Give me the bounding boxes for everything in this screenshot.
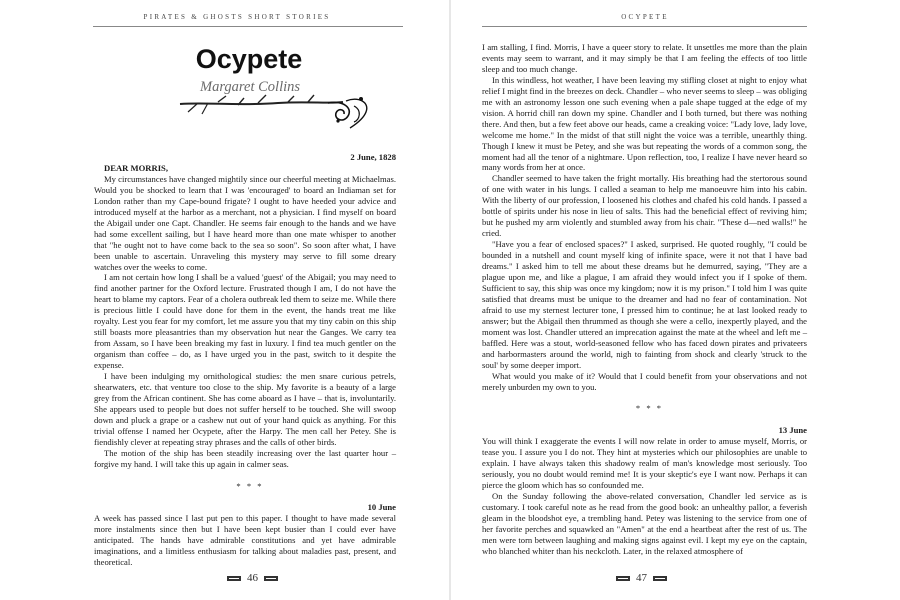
folio-ornament-icon — [616, 575, 630, 582]
flourish-ornament-icon — [178, 90, 378, 130]
folio-ornament-icon — [227, 575, 241, 582]
folio-ornament-icon — [264, 575, 278, 582]
paragraph: In this windless, hot weather, I have been leaving my stifling closet at night to enjoy what relief I might find in the breezes on deck. Chandler – who never seems to sleep – was obliging me with an astronomy lesson one such evening when a pale shape tugged at the edge of my vision. A horrid chill ran down my spine. Chandler and I both turned, but there was nothing there. And then, but a few feet above our heads, came a creaking voice: "Lady love, lady love, welcome me home." In the midst of that still night the voice was a terrible, unearthly thing. Though I knew it must be Petey, and she was but repeating the words of a common song, the moment had all the tenor of a nightmare. Upon reflection, too, I realize I have never heard so many words from her at once. — [482, 74, 807, 173]
paragraph: I am stalling, I find. Morris, I have a queer story to relate. It unsettles me more than the plain events may seem to warrant, and it may simply be that I am feeling the effects of too little sleep and too much change. — [482, 42, 807, 74]
paragraph: My circumstances have changed mightily since our cheerful meeting at Michaelmas. Would you be shocked to learn that I was 'encouraged' to board an Indiaman set for London rather than my Cape-bound frigate? I ought to have heeded your advice and introduced myself at the harbor as a merchant, not a physician. I find myself on board the Abigail under one Capt. Chandler. He seems fair enough to the hands and we have had some excellent sailing, but I have heard more than one mate whisper to another that "he ought not to have come back to the sea so soon". So soon after what, I have been unable to ascertain. Unraveling this mystery may serve to fill some dreary watches over the weeks to come. — [94, 173, 396, 272]
paragraph: I have been indulging my ornithological studies: the men snare curious petrels, shearwaters, etc. that venture too close to the ship. My favorite is a beauty of a large grey from the African continent. She has come aboard as I have – that is, involuntarily. She appears used to people but does not suffer herself to be touched. She will swoop down and pluck a grape or a cashew nut out of your hand quick as anything. For this trivial offense I named her Ocypete, after the Harpy. The men call her Petey. She is fiendishly clever at repeating stray phrases and the calls of other birds. — [94, 371, 396, 447]
header-rule-left — [93, 26, 403, 27]
left-text-column — [94, 152, 396, 568]
paragraph: You will think I exaggerate the events I will now relate in order to amuse myself, Morris, or tease you. I assure you I do not. They hint at mysteries which our philosophies are unable to explain. I have always taken this shadowy realm of man's knowledge most seriously. Too seriously, you no doubt would remind me! It is your skeptic's eye I want now. Perhaps it can pierce the gloom which has so confounded me. — [482, 436, 807, 491]
running-header-left: PIRATES & GHOSTS SHORT STORIES — [143, 13, 331, 21]
paragraph: On the Sunday following the above-related conversation, Chandler led service as is customary. I took careful note as he read from the good book: an unhealthy pallor, a feverish gleam in the bloodshot eye, a trembling hand. Petey was listening to the service from one of her favorite perches and squawked an "Amen" at the end a heartbeat after the rest of us. The men were torn between laughing and making signs against evil. I kept my eye on the captain, who blanched whiter than his neckcloth. Later, in the relaxed atmosphere of — [482, 491, 807, 556]
paragraph: Chandler seemed to have taken the fright mortally. His breathing had the stertorous sound of one with water in his lungs. I called a seaman to help me manoeuvre him into his cabin. With the liberty of our profession, I loosened his clothes and chafed his cold hands. I passed a bottle of spirits under his nose in lieu of salts. This had the beneficial effect of reviving him; but he pushed my arm violently and stumbled away from his chair. "These d—ned walls!" he cried. — [482, 173, 807, 239]
dateline: 13 June — [778, 425, 807, 436]
story-author: Margaret Collins — [200, 79, 301, 95]
page-number-left — [227, 572, 278, 584]
paragraph: "Have you a fear of enclosed spaces?" I asked, surprised. He quoted roughly, "I could be bounded in a nutshell and count myself king of infinite space, were it not that I have bad dreams." I asked him to tell me about these dreams but he demurred, saying, "They are a plague upon me, and like a plague, I am afraid they would infect you if I spoke of them. Sufficient to say, this ship was once my kingdom; now it is my prison." I told him I was quite satisfied that dreams must be unique to the dreamer and had no fear of contamination. Not afraid to use my sternest lecturer tone, I pressed him to continue; he at last looked ready to answer; but the Abigail then thrummed as though she were a cello, inexpertly played, and the moment was lost. Chandler uttered an imprecation against the mate at the wheel and left me – baffled. Here was a stout, world-seasoned fellow who has faced down pirates and privateers and harbormasters around the world, nigh to fainting from shock and clearly 'struck to the soul' by some deeper import. — [482, 239, 807, 370]
story-title: Ocypete — [195, 44, 303, 74]
section-break: * * * — [635, 403, 664, 414]
salutation: DEAR MORRIS, — [104, 162, 168, 173]
paragraph: I am not certain how long I shall be a valued 'guest' of the Abigail; you may need to find another partner for the Oxford lecture. Frustrated though I am, I do not have the heart to blame my captors. Fear of a cholera outbreak led them to seize me. While there is precious little I could have done for them in the event, the hands treat me like royalty. Lest you fear for my comfort, let me assure you that my tiny cabin on this ship still boasts more pleasantries than my observation hut near the Ganges. We carry tea from Assam, so I have been breaking my fast in luxury. I find tea much gentler on the organism than coffee – do, as I have urged you in the past, switch to it despite the expense. — [94, 272, 396, 371]
page-number: 47 — [636, 572, 647, 584]
dateline: 2 June, 1828 — [350, 152, 396, 162]
section-break: * * * — [236, 480, 264, 491]
page-number-right — [616, 572, 667, 584]
folio-ornament-icon — [653, 575, 667, 582]
running-header-right: OCYPETE — [621, 13, 669, 21]
page-number: 46 — [247, 572, 258, 584]
right-page — [450, 0, 900, 600]
dateline: 10 June — [367, 502, 396, 513]
paragraph: What would you make of it? Would that I could benefit from your observations and not merely unburden my own to you. — [482, 370, 807, 392]
paragraph: The motion of the ship has been steadily increasing over the last quarter hour – forgive my hand. I will take this up again in calmer seas. — [94, 447, 396, 469]
right-text-column — [482, 42, 807, 557]
paragraph: A week has passed since I last put pen to this paper. I thought to have made several more instalments since then but I have been kept busier than I could ever have anticipated. The hands have admirable constitutions and yet have admirable imaginations, and a limitless enthusiasm for talking about maladies past, present, and theoretical. — [94, 513, 396, 568]
header-rule-right — [482, 26, 807, 27]
